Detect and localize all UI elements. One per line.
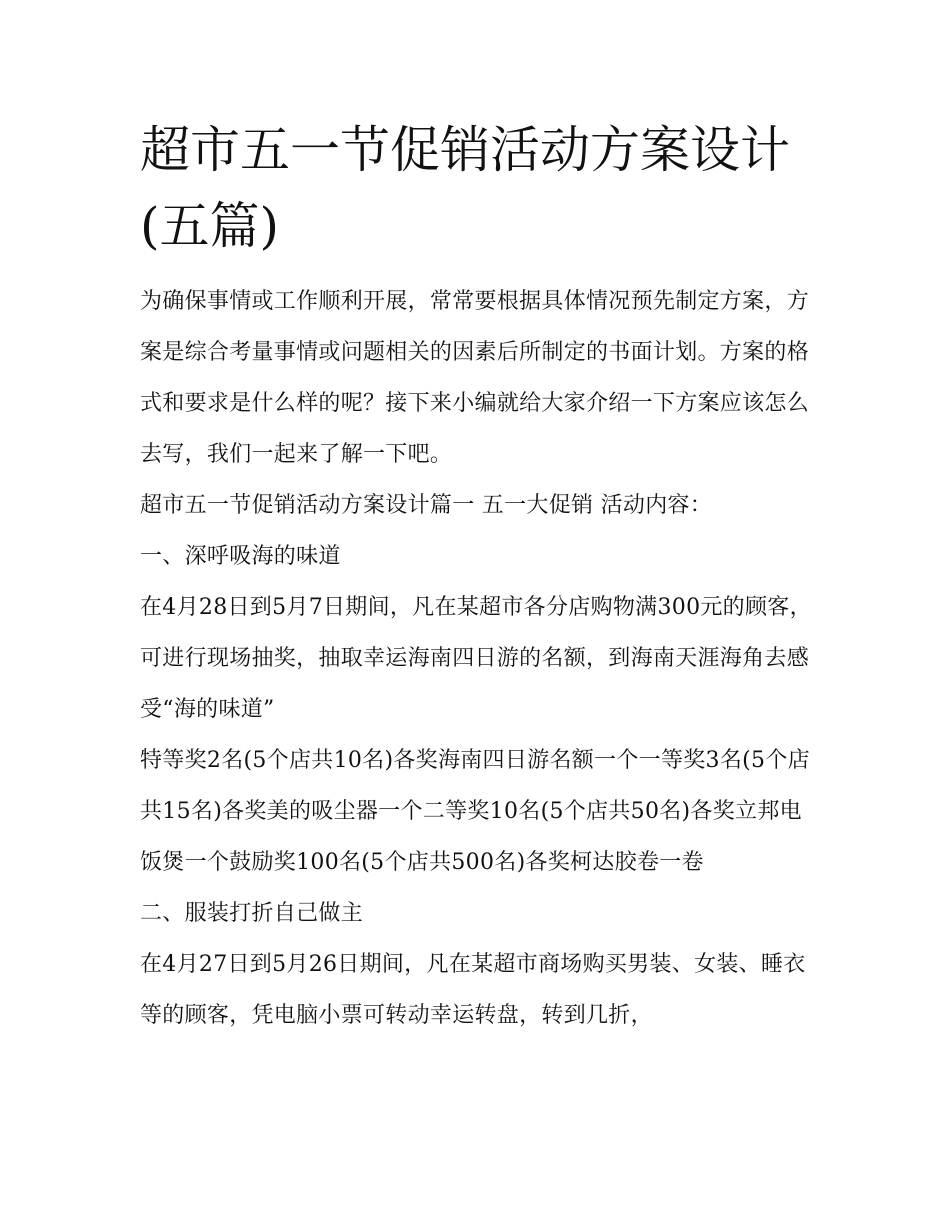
section-heading-part-one: 超市五一节促销活动方案设计篇一 五一大促销 活动内容：: [140, 493, 713, 518]
intro-paragraph: 为确保事情或工作顺利开展，常常要根据具体情况预先制定方案，方案是综合考量事情或问题相关的因素后所制定的书面计划。方案的格式和要求是什么样的呢？接下来小编就给大家介绍一下方案应该怎么去写，我们一起来了解一下吧。: [140, 289, 810, 467]
paragraph-lottery-details: 在4月28日到5月7日期间，凡在某超市各分店购物满300元的顾客，可进行现场抽奖，抽取幸运海南四日游的名额，到海南天涯海角去感受“海的味道”: [140, 595, 812, 722]
document-title: 超市五一节促销活动方案设计(五篇): [140, 121, 790, 255]
subheading-sea-taste: 一、深呼吸海的味道: [140, 544, 341, 569]
subheading-clothing-discount: 二、服装打折自己做主: [140, 901, 364, 926]
document-body: [140, 276, 820, 1041]
paragraph-clothing-discount: 在4月27日到5月26日期间，凡在某超市商场购买男装、女装、睡衣等的顾客，凭电脑小票可转动幸运转盘，转到几折，: [140, 952, 806, 1028]
paragraph-prize-list: 特等奖2名(5个店共10名)各奖海南四日游名额一个一等奖3名(5个店共15名)各奖美的吸尘器一个二等奖10名(5个店共50名)各奖立邦电饭煲一个鼓励奖100名(5个店共500名)各奖柯达胶卷一卷: [140, 748, 810, 875]
